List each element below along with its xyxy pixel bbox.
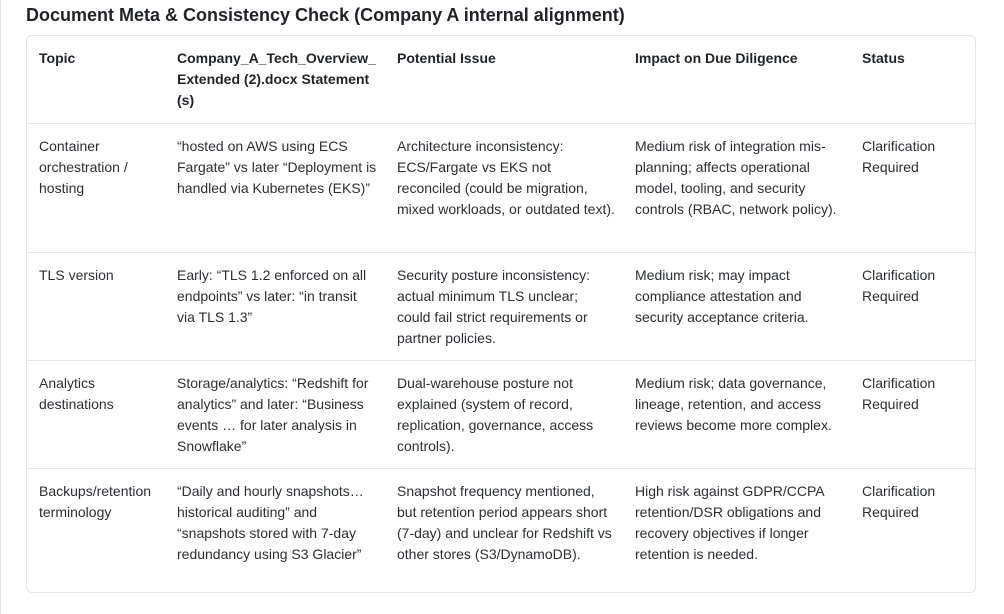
cell-statement: Storage/analytics: “Redshift for analytics” and later: “Business events … for later analysis in Snowflake” <box>177 375 369 454</box>
header-potential-issue: Potential Issue <box>397 50 496 66</box>
cell-topic: Backups/retention terminology <box>39 483 152 520</box>
cell-impact: High risk against GDPR/CCPA retention/DSR obligations and recovery objectives if longer retention is needed. <box>635 483 824 562</box>
cell-issue: Dual-warehouse posture not explained (system of record, replication, governance, access controls). <box>397 375 594 454</box>
cell-status: Clarification Required <box>862 138 936 175</box>
cell-impact: Medium risk; data governance, lineage, retention, and access reviews become more complex. <box>635 375 832 433</box>
cell-issue: Architecture inconsistency: ECS/Fargate vs EKS not reconciled (could be migration, mixed workloads, or outdated text). <box>397 138 615 217</box>
header-impact: Impact on Due Diligence <box>635 50 798 66</box>
cell-status: Clarification Required <box>862 483 936 520</box>
header-topic: Topic <box>39 50 76 66</box>
cell-issue: Snapshot frequency mentioned, but retention period appears short (7-day) and unclear for Redshift vs other stores (S3/DynamoDB). <box>397 483 612 562</box>
consistency-table <box>27 36 975 593</box>
cell-statement: Early: “TLS 1.2 enforced on all endpoints” vs later: “in transit via TLS 1.3” <box>177 267 367 325</box>
cell-status: Clarification Required <box>862 375 936 412</box>
header-status: Status <box>862 50 905 66</box>
section-heading: Document Meta & Consistency Check (Company A internal alignment) <box>26 5 625 25</box>
cell-topic: Analytics destinations <box>39 375 114 412</box>
consistency-table-card <box>26 35 976 593</box>
cell-status: Clarification Required <box>862 267 936 304</box>
left-divider <box>0 0 1 614</box>
cell-statement: “Daily and hourly snapshots… historical auditing” and “snapshots stored with 7-day redundancy using S3 Glacier” <box>177 483 364 562</box>
cell-topic: Container orchestration / hosting <box>39 138 128 196</box>
cell-topic: TLS version <box>39 267 114 283</box>
cell-issue: Security posture inconsistency: actual minimum TLS unclear; could fail strict requirements or partner policies. <box>397 267 590 346</box>
table-row <box>27 361 975 469</box>
table-row <box>27 469 975 594</box>
cell-impact: Medium risk of integration mis-planning; affects operational model, tooling, and security controls (RBAC, network policy). <box>635 138 837 217</box>
cell-statement: “hosted on AWS using ECS Fargate” vs later “Deployment is handled via Kubernetes (EKS)” <box>177 138 377 196</box>
table-row <box>27 124 975 253</box>
table-header-row <box>27 36 975 124</box>
table-row <box>27 253 975 361</box>
header-statements: Company_A_Tech_Overview_Extended (2).docx Statement(s) <box>177 50 376 108</box>
cell-impact: Medium risk; may impact compliance attestation and security acceptance criteria. <box>635 267 809 325</box>
